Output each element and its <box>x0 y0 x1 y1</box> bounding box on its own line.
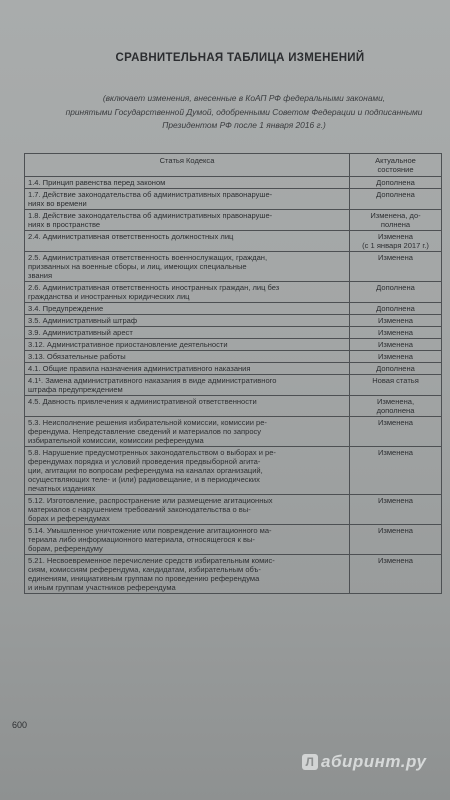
article-line: 3.13. Обязательные работы <box>28 352 126 361</box>
article-cell <box>25 210 350 231</box>
table-row <box>25 555 442 594</box>
table-row <box>25 375 442 396</box>
status-line: полнена <box>380 220 411 229</box>
table-row <box>25 231 442 252</box>
article-line: печатных изданиях <box>28 484 96 493</box>
status-cell <box>350 555 442 594</box>
status-line: Изменена, <box>376 397 415 406</box>
table-row <box>25 447 442 495</box>
article-line: 2.4. Административная ответственность должностных лиц <box>28 232 234 241</box>
status-line: Изменена, до- <box>370 211 421 220</box>
page-title: СРАВНИТЕЛЬНАЯ ТАБЛИЦА ИЗМЕНЕНИЙ <box>115 52 365 64</box>
table-body <box>25 177 442 594</box>
status-cell <box>350 339 442 351</box>
article-line: 5.8. Нарушение предусмотренных законодательством о выборах и ре- <box>28 448 276 457</box>
labirint-logo-icon: Л <box>302 754 318 770</box>
status-line: Изменена <box>377 352 413 361</box>
article-line: 2.5. Административная ответственность военнослужащих, граждан, <box>28 253 268 262</box>
article-line: звания <box>28 271 53 280</box>
status-line: Изменена <box>377 448 413 457</box>
article-line: борам, референдуму <box>28 544 103 553</box>
article-line: призванных на военные сборы, и лиц, имеющих специальные <box>28 262 247 271</box>
status-line: Изменена <box>377 253 413 262</box>
subtitle-line: принятыми Государственной Думой, одобренными Советом Федерации и подписанными <box>65 106 423 117</box>
status-cell <box>350 210 442 231</box>
table-row <box>25 177 442 189</box>
article-line: штрафа предупреждением <box>28 385 123 394</box>
article-cell <box>25 375 350 396</box>
status-line: Дополнена <box>376 304 415 313</box>
status-cell <box>350 375 442 396</box>
article-cell <box>25 363 350 375</box>
article-line: 3.12. Административное приостановление деятельности <box>28 340 228 349</box>
status-line: Изменена <box>377 556 413 565</box>
table-row <box>25 303 442 315</box>
status-line: (с 1 января 2017 г.) <box>362 241 429 250</box>
status-line: Изменена <box>377 328 413 337</box>
article-line: материалов с нарушением требований законодательства о вы- <box>28 505 251 514</box>
status-line: Изменена <box>377 418 413 427</box>
status-cell <box>350 417 442 447</box>
header-status-line: состояние <box>377 165 414 174</box>
article-cell <box>25 525 350 555</box>
article-line: осуществляющих теле- и (или) радиовещание, и в периодических <box>28 475 260 484</box>
article-line: ниях во времени <box>28 199 87 208</box>
article-cell <box>25 303 350 315</box>
article-cell <box>25 315 350 327</box>
article-cell <box>25 177 350 189</box>
status-cell <box>350 315 442 327</box>
article-line: ции, агитации по вопросам референдума на каналах организаций, <box>28 466 263 475</box>
table-row <box>25 252 442 282</box>
article-cell <box>25 396 350 417</box>
status-line: Новая статья <box>372 376 419 385</box>
watermark <box>302 752 426 772</box>
article-line: 1.8. Действие законодательства об административных правонаруше- <box>28 211 273 220</box>
status-line: дополнена <box>376 406 415 415</box>
table-row <box>25 417 442 447</box>
article-cell <box>25 555 350 594</box>
status-cell <box>350 231 442 252</box>
status-cell <box>350 351 442 363</box>
status-cell <box>350 447 442 495</box>
article-cell <box>25 231 350 252</box>
table-row <box>25 189 442 210</box>
status-cell <box>350 282 442 303</box>
page-number: 600 <box>12 720 28 730</box>
article-line: ферендума. Непредставление сведений и материалов по запросу <box>28 427 262 436</box>
subtitle-line: Президентом РФ после 1 января 2016 г.) <box>162 120 326 130</box>
status-line: Дополнена <box>376 364 415 373</box>
status-cell <box>350 252 442 282</box>
article-line: 4.1¹. Замена административного наказания в виде административного <box>28 376 277 385</box>
article-line: 3.5. Административный штраф <box>28 316 138 325</box>
article-line: 3.4. Предупреждение <box>28 304 104 313</box>
table-row <box>25 351 442 363</box>
table-row <box>25 525 442 555</box>
article-line: единениям, инициативным группам по проведению референдума <box>28 574 260 583</box>
article-line: гражданства и иностранных юридических лиц <box>28 292 190 301</box>
article-cell <box>25 189 350 210</box>
article-line: териала либо информационного материала, относящегося к вы- <box>28 535 255 544</box>
article-line: 1.4. Принцип равенства перед законом <box>28 178 166 187</box>
article-line: 5.3. Неисполнение решения избирательной комиссии, комиссии ре- <box>28 418 267 427</box>
status-line: Изменена <box>377 496 413 505</box>
header-status-line: Актуальное <box>375 156 416 165</box>
status-line: Изменена <box>377 526 413 535</box>
article-line: ферендумах порядка и условий проведения предвыборной агита- <box>28 457 261 466</box>
article-line: 2.6. Административная ответственность иностранных граждан, лиц без <box>28 283 280 292</box>
table-row <box>25 210 442 231</box>
watermark-text: абиринт.ру <box>321 752 427 771</box>
article-line: ниях в пространстве <box>28 220 101 229</box>
article-line: 5.14. Умышленное уничтожение или повреждение агитационного ма- <box>28 526 272 535</box>
status-line: Дополнена <box>376 283 415 292</box>
status-cell <box>350 189 442 210</box>
table-row <box>25 327 442 339</box>
article-line: избирательной комиссии, комиссии референдума <box>28 436 204 445</box>
status-cell <box>350 495 442 525</box>
article-line: 4.5. Давность привлечения к административной ответственности <box>28 397 257 406</box>
table-row <box>25 315 442 327</box>
status-cell <box>350 177 442 189</box>
status-cell <box>350 303 442 315</box>
article-cell <box>25 252 350 282</box>
status-line: Дополнена <box>376 190 415 199</box>
status-line: Изменена <box>377 232 413 241</box>
table-row <box>25 363 442 375</box>
article-cell <box>25 351 350 363</box>
table-row <box>25 282 442 303</box>
article-line: и иным группам участников референдума <box>28 583 176 592</box>
header-status <box>350 154 442 177</box>
status-cell <box>350 525 442 555</box>
status-line: Дополнена <box>376 178 415 187</box>
article-cell <box>25 282 350 303</box>
article-cell <box>25 447 350 495</box>
table-row <box>25 495 442 525</box>
article-line: 1.7. Действие законодательства об административных правонаруше- <box>28 190 273 199</box>
status-cell <box>350 396 442 417</box>
status-line: Изменена <box>377 316 413 325</box>
table-row <box>25 396 442 417</box>
article-line: сиям, комиссиям референдума, кандидатам, избирательным объ- <box>28 565 261 574</box>
article-cell <box>25 495 350 525</box>
changes-table <box>24 153 442 594</box>
table-header-row <box>25 154 442 177</box>
subtitle <box>48 92 440 133</box>
article-line: 4.1. Общие правила назначения административного наказания <box>28 364 251 373</box>
status-cell <box>350 327 442 339</box>
table-row <box>25 339 442 351</box>
article-line: борах и референдумах <box>28 514 110 523</box>
article-line: 5.12. Изготовление, распространение или размещение агитационных <box>28 496 273 505</box>
status-cell <box>350 363 442 375</box>
header-article: Статья Кодекса <box>25 154 350 177</box>
status-line: Изменена <box>377 340 413 349</box>
article-cell <box>25 417 350 447</box>
article-cell <box>25 339 350 351</box>
article-cell <box>25 327 350 339</box>
subtitle-line: (включает изменения, внесенные в КоАП РФ федеральными законами, <box>102 93 386 103</box>
article-line: 3.9. Административный арест <box>28 328 133 337</box>
article-line: 5.21. Несвоевременное перечисление средств избирательным комис- <box>28 556 275 565</box>
